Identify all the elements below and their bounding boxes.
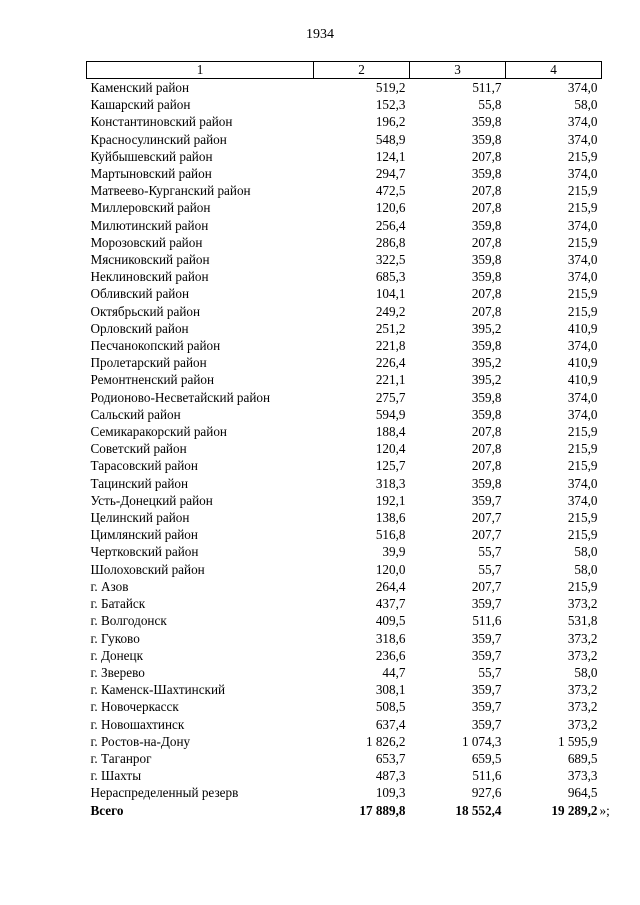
row-col4-cell: 374,0: [567, 338, 598, 354]
row-col4-cell: 410,9: [567, 372, 598, 388]
header-col-3: 3: [410, 62, 506, 79]
row-col2-cell: 196,2: [375, 114, 406, 130]
row-name-cell: Целинский район: [90, 510, 190, 526]
row-col4-cell: 373,2: [567, 596, 598, 612]
row-name-cell: г. Шахты: [90, 768, 142, 784]
row-col2-cell: 322,5: [375, 252, 406, 268]
table-row: [87, 303, 602, 320]
table-row: [87, 165, 602, 182]
row-col4-cell: 58,0: [574, 664, 598, 680]
row-name-cell: Нераспределенный резерв: [90, 785, 239, 801]
table-row: [87, 475, 602, 492]
row-col3-cell: 927,6: [471, 785, 502, 801]
row-name-cell: Куйбышевский район: [90, 148, 213, 164]
table-row: [87, 543, 602, 560]
row-name-cell: Усть-Донецкий район: [90, 492, 213, 508]
row-name-cell: Милютинский район: [90, 217, 209, 233]
row-col4-cell: 374,0: [567, 131, 598, 147]
table-row: [87, 406, 602, 423]
table-row: [87, 79, 602, 97]
row-name-cell: Орловский район: [90, 320, 189, 336]
page-number: 1934: [306, 27, 334, 42]
table-row: [87, 457, 602, 474]
row-name-cell: г. Гуково: [90, 630, 140, 646]
table-row: [87, 389, 602, 406]
row-col3-cell: 359,8: [471, 338, 502, 354]
row-col2-cell: 275,7: [375, 389, 406, 405]
row-name-cell: Каменский район: [90, 80, 190, 95]
table-row: [87, 595, 602, 612]
row-col2-cell: 192,1: [375, 492, 406, 508]
row-col2-cell: 519,2: [375, 80, 406, 95]
row-col4-cell: 373,2: [567, 647, 598, 663]
row-col2-cell: 249,2: [375, 303, 406, 319]
total-col4-value: 19 289,2: [551, 802, 598, 818]
row-col3-cell: 395,2: [471, 372, 502, 388]
row-name-cell: Морозовский район: [90, 234, 203, 250]
row-name-cell: Миллеровский район: [90, 200, 211, 216]
row-col2-cell: 294,7: [375, 166, 406, 182]
row-col3-cell: 207,7: [471, 527, 502, 543]
row-col3-cell: 359,7: [471, 630, 502, 646]
row-col2-cell: 318,6: [375, 630, 406, 646]
header-col-2: 2: [314, 62, 410, 79]
row-name-cell: г. Таганрог: [90, 750, 152, 766]
row-col2-cell: 548,9: [375, 131, 406, 147]
row-name-cell: Тацинский район: [90, 475, 189, 491]
row-name-cell: Цимлянский район: [90, 527, 198, 543]
row-col2-cell: 109,3: [375, 785, 406, 801]
row-name-cell: Чертковский район: [90, 544, 199, 560]
table-row: [87, 750, 602, 767]
row-col2-cell: 264,4: [375, 578, 406, 594]
row-col3-cell: 207,8: [471, 183, 502, 199]
row-col4-cell: 374,0: [567, 217, 598, 233]
row-col4-cell: 215,9: [567, 148, 598, 164]
row-col3-cell: 207,8: [471, 458, 502, 474]
row-col4-cell: 215,9: [567, 234, 598, 250]
row-col4-cell: 374,0: [567, 492, 598, 508]
row-col4-cell: 215,9: [567, 303, 598, 319]
row-col3-cell: 511,6: [472, 613, 502, 629]
table-row: [87, 337, 602, 354]
row-name-cell: Советский район: [90, 441, 187, 457]
row-name-cell: Семикаракорский район: [90, 424, 227, 440]
table-row: [87, 234, 602, 251]
table-row: [87, 268, 602, 285]
row-col2-cell: 226,4: [375, 355, 406, 371]
row-name-cell: г. Зверево: [90, 664, 145, 680]
row-col3-cell: 207,8: [471, 303, 502, 319]
row-col3-cell: 207,8: [471, 200, 502, 216]
row-col4-cell: 531,8: [567, 613, 598, 629]
row-col2-cell: 236,6: [375, 647, 406, 663]
row-col4-cell: 374,0: [567, 269, 598, 285]
row-name-cell: Сальский район: [90, 406, 181, 422]
total-col3-cell: 18 552,4: [455, 802, 502, 818]
row-col4-cell: 373,2: [567, 699, 598, 715]
row-col3-cell: 359,7: [471, 682, 502, 698]
row-name-cell: Кашарский район: [90, 97, 191, 113]
row-name-cell: Песчанокопский район: [90, 338, 221, 354]
row-name-cell: г. Волгодонск: [90, 613, 167, 629]
table-row: [87, 698, 602, 715]
row-col3-cell: 207,8: [471, 424, 502, 440]
table-row: [87, 647, 602, 664]
row-col2-cell: 409,5: [375, 613, 406, 629]
row-col3-cell: 359,7: [471, 699, 502, 715]
row-name-cell: Константиновский район: [90, 114, 233, 130]
row-col4-cell: 215,9: [567, 286, 598, 302]
table-row: [87, 251, 602, 268]
table-header: [87, 62, 602, 79]
row-col3-cell: 55,8: [478, 97, 502, 113]
row-col2-cell: 516,8: [375, 527, 406, 543]
row-col4-cell: 374,0: [567, 406, 598, 422]
row-col4-cell: 1 595,9: [557, 733, 598, 749]
row-col3-cell: 207,7: [471, 510, 502, 526]
row-col4-cell: 964,5: [567, 785, 598, 801]
row-col2-cell: 1 826,2: [365, 733, 406, 749]
row-col4-cell: 58,0: [574, 561, 598, 577]
row-col3-cell: 359,7: [471, 716, 502, 732]
table-body: [87, 79, 610, 819]
row-col3-cell: 359,8: [471, 114, 502, 130]
row-col4-cell: 215,9: [567, 441, 598, 457]
row-name-cell: Родионово-Несветайский район: [90, 389, 271, 405]
row-col3-cell: 207,8: [471, 286, 502, 302]
header-col-1: 1: [87, 62, 314, 79]
row-col3-cell: 55,7: [478, 664, 502, 680]
row-name-cell: г. Новошахтинск: [90, 716, 185, 732]
table-row: [87, 285, 602, 302]
row-col4-cell: 373,2: [567, 630, 598, 646]
row-col4-cell: 374,0: [567, 166, 598, 182]
row-col4-cell: 410,9: [567, 320, 598, 336]
row-col3-cell: 359,8: [471, 166, 502, 182]
row-col4-cell: 410,9: [567, 355, 598, 371]
table-row: [87, 716, 602, 733]
row-col2-cell: 508,5: [375, 699, 406, 715]
row-name-cell: г. Донецк: [90, 647, 143, 663]
row-col4-cell: 374,0: [567, 114, 598, 130]
row-col3-cell: 1 074,3: [461, 733, 502, 749]
row-col2-cell: 120,4: [375, 441, 406, 457]
row-col4-cell: 58,0: [574, 544, 598, 560]
total-col2-cell: 17 889,8: [359, 802, 406, 818]
row-name-cell: Шолоховский район: [90, 561, 205, 577]
allocation-table: [86, 61, 610, 819]
row-name-cell: Ремонтненский район: [90, 372, 215, 388]
row-col4-cell: 374,0: [567, 475, 598, 491]
table-row: [87, 148, 602, 165]
table-row: [87, 182, 602, 199]
row-col2-cell: 637,4: [375, 716, 406, 732]
row-col2-cell: 39,9: [382, 544, 406, 560]
table-row: [87, 113, 602, 130]
row-col2-cell: 286,8: [375, 234, 406, 250]
row-col2-cell: 653,7: [375, 750, 406, 766]
row-col2-cell: 138,6: [375, 510, 406, 526]
row-name-cell: Матвеево-Курганский район: [90, 183, 251, 199]
row-col2-cell: 44,7: [382, 664, 406, 680]
closing-quote-mark: »;: [599, 802, 610, 818]
row-col2-cell: 125,7: [375, 458, 406, 474]
row-col2-cell: 472,5: [375, 183, 406, 199]
table-row: [87, 96, 602, 113]
row-name-cell: г. Азов: [90, 578, 129, 594]
row-col4-cell: 374,0: [567, 252, 598, 268]
row-col3-cell: 511,6: [472, 768, 502, 784]
row-col2-cell: 308,1: [375, 682, 406, 698]
table-row: [87, 492, 602, 509]
row-name-cell: г. Батайск: [90, 596, 146, 612]
total-name-cell: Всего: [90, 802, 124, 818]
row-name-cell: Обливский район: [90, 286, 190, 302]
row-col3-cell: 55,7: [478, 561, 502, 577]
row-col3-cell: 207,8: [471, 234, 502, 250]
row-col2-cell: 487,3: [375, 768, 406, 784]
row-col3-cell: 359,8: [471, 406, 502, 422]
row-col2-cell: 251,2: [375, 320, 406, 336]
row-col3-cell: 395,2: [471, 355, 502, 371]
row-name-cell: Мясниковский район: [90, 252, 210, 268]
row-col4-cell: 373,2: [567, 682, 598, 698]
table-row: [87, 561, 602, 578]
row-col2-cell: 221,8: [375, 338, 406, 354]
row-col2-cell: 152,3: [375, 97, 406, 113]
table-row: [87, 578, 602, 595]
row-col2-cell: 318,3: [375, 475, 406, 491]
row-name-cell: Красносулинский район: [90, 131, 227, 147]
row-col2-cell: 594,9: [375, 406, 406, 422]
row-col3-cell: 207,7: [471, 578, 502, 594]
row-col4-cell: 373,2: [567, 716, 598, 732]
table-row: [87, 681, 602, 698]
row-name-cell: Октябрьский район: [90, 303, 201, 319]
total-col4-cell: [506, 802, 610, 819]
table-row: [87, 354, 602, 371]
row-col3-cell: 359,8: [471, 252, 502, 268]
row-name-cell: г. Каменск-Шахтинский: [90, 682, 226, 698]
row-col4-cell: 58,0: [574, 97, 598, 113]
row-col3-cell: 359,8: [471, 475, 502, 491]
row-col3-cell: 207,8: [471, 441, 502, 457]
row-col3-cell: 359,7: [471, 647, 502, 663]
row-name-cell: Неклиновский район: [90, 269, 209, 285]
row-col4-cell: 215,9: [567, 458, 598, 474]
row-col3-cell: 359,7: [471, 492, 502, 508]
row-name-cell: Мартыновский район: [90, 166, 212, 182]
table-row: [87, 440, 602, 457]
row-col2-cell: 120,0: [375, 561, 406, 577]
row-col4-cell: 374,0: [567, 80, 598, 95]
row-col4-cell: 215,9: [567, 200, 598, 216]
row-name-cell: г. Новочеркасск: [90, 699, 179, 715]
row-col4-cell: 689,5: [567, 750, 598, 766]
row-col2-cell: 120,6: [375, 200, 406, 216]
row-col3-cell: 659,5: [471, 750, 502, 766]
table-row: [87, 612, 602, 629]
table-row: [87, 199, 602, 216]
table-row: [87, 371, 602, 388]
row-col3-cell: 207,8: [471, 148, 502, 164]
table-row: [87, 767, 602, 784]
row-col4-cell: 215,9: [567, 527, 598, 543]
table-row: [87, 630, 602, 647]
row-col3-cell: 359,8: [471, 269, 502, 285]
row-col3-cell: 395,2: [471, 320, 502, 336]
row-col3-cell: 359,7: [471, 596, 502, 612]
table-row: [87, 664, 602, 681]
row-col4-cell: 215,9: [567, 424, 598, 440]
table-row: [87, 733, 602, 750]
row-col3-cell: 359,8: [471, 131, 502, 147]
row-col3-cell: 511,7: [472, 80, 502, 95]
table-row: [87, 423, 602, 440]
row-col4-cell: 374,0: [567, 389, 598, 405]
row-col2-cell: 188,4: [375, 424, 406, 440]
header-row: [87, 62, 602, 79]
row-col2-cell: 221,1: [375, 372, 406, 388]
table-row: [87, 784, 602, 801]
table-row: [87, 217, 602, 234]
total-row: [87, 802, 602, 819]
row-col2-cell: 685,3: [375, 269, 406, 285]
header-col-4: 4: [506, 62, 602, 79]
row-name-cell: Тарасовский район: [90, 458, 198, 474]
table-row: [87, 526, 602, 543]
table-row: [87, 509, 602, 526]
table-row: [87, 131, 602, 148]
row-col4-cell: 215,9: [567, 578, 598, 594]
row-col3-cell: 55,7: [478, 544, 502, 560]
row-col2-cell: 124,1: [375, 148, 406, 164]
row-col4-cell: 215,9: [567, 183, 598, 199]
row-col2-cell: 256,4: [375, 217, 406, 233]
row-col4-cell: 373,3: [567, 768, 598, 784]
table-row: [87, 320, 602, 337]
row-name-cell: Пролетарский район: [90, 355, 207, 371]
row-name-cell: г. Ростов-на-Дону: [90, 733, 191, 749]
row-col3-cell: 359,8: [471, 389, 502, 405]
row-col4-cell: 215,9: [567, 510, 598, 526]
row-col2-cell: 437,7: [375, 596, 406, 612]
row-col2-cell: 104,1: [375, 286, 406, 302]
row-col3-cell: 359,8: [471, 217, 502, 233]
